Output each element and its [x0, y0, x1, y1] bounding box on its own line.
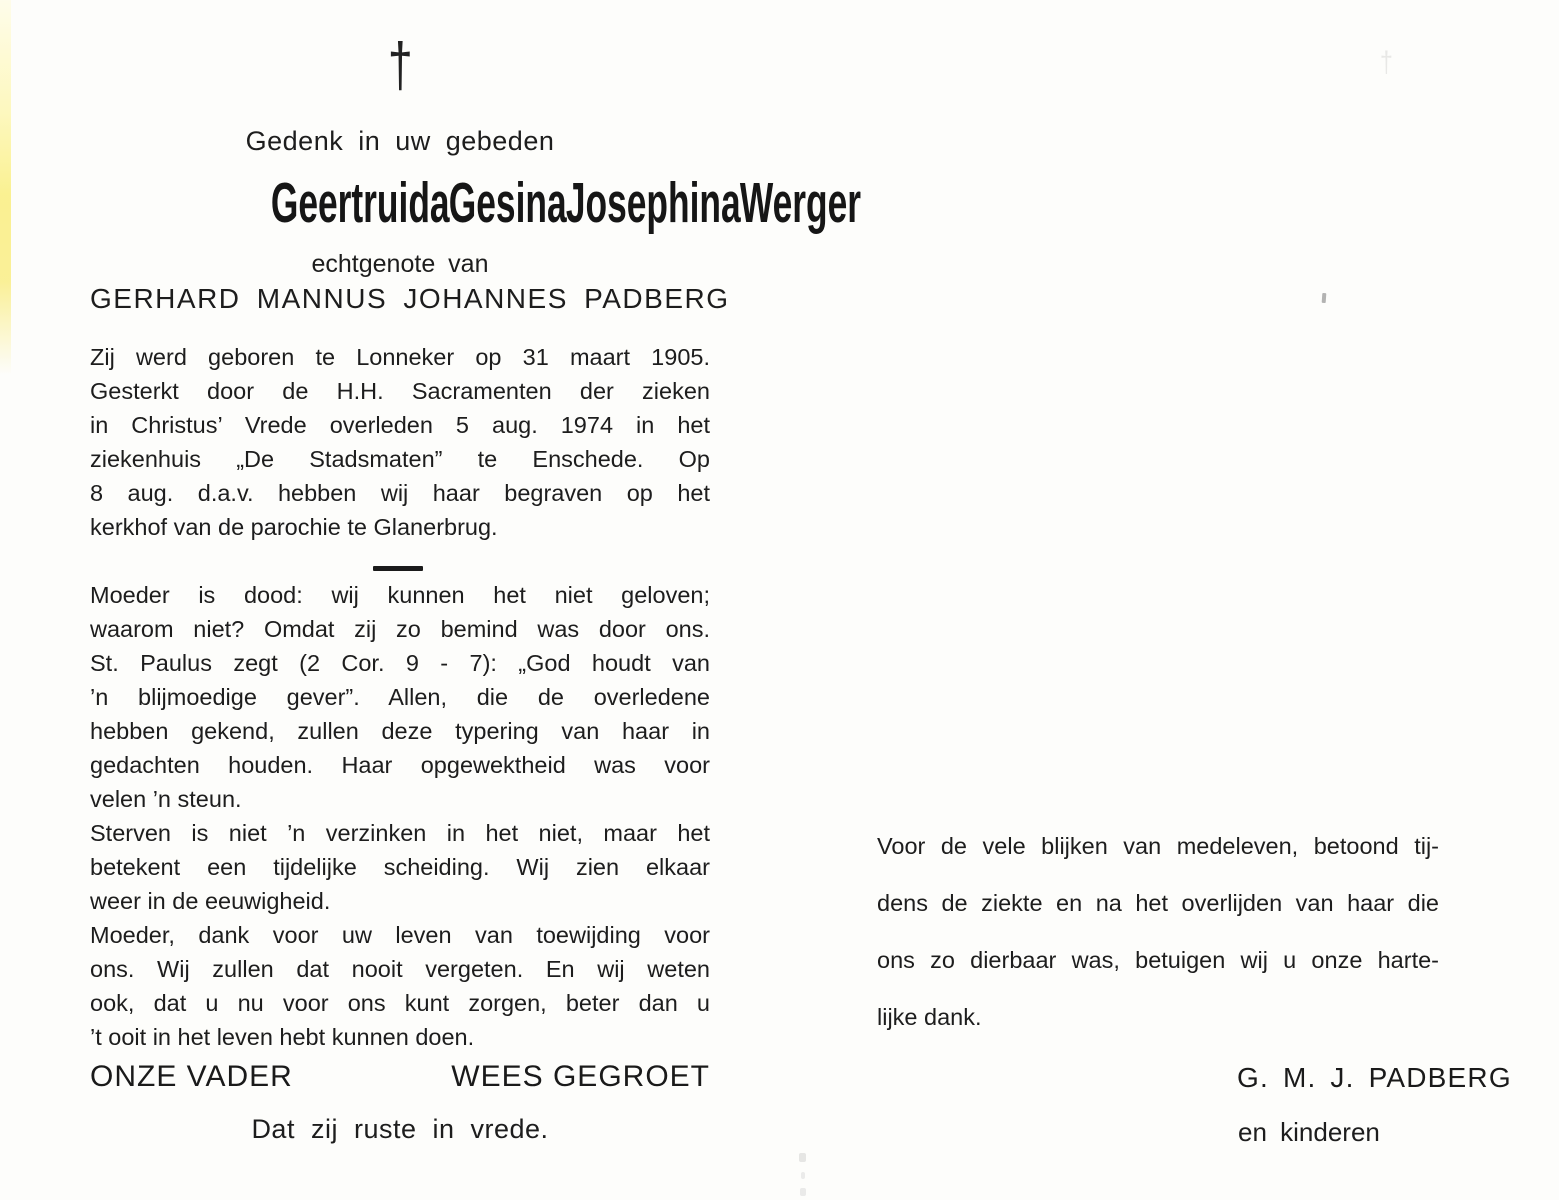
text-line: ziekenhuis „De Stadsmaten” te Enschede. Op	[90, 446, 710, 472]
biography-paragraph	[90, 340, 710, 544]
text-line: Gesterkt door de H.H. Sacramenten der zieken	[90, 378, 710, 404]
text-line: St. Paulus zegt (2 Cor. 9 - 7): „God houdt van	[90, 650, 710, 676]
text-line: Sterven is niet ’n verzinken in het niet, maar het	[90, 820, 710, 846]
scan-speck	[799, 1153, 806, 1162]
text-line: Voor de vele blijken van medeleven, betoond tij-	[877, 833, 1439, 859]
deceased-name-text: Geertruida Gesina Josephina Werger	[270, 171, 861, 235]
left-page	[90, 0, 861, 1200]
text-line: kerkhof van de parochie te Glanerbrug.	[90, 514, 498, 540]
text-line: velen ’n steun.	[90, 786, 242, 812]
memorial-paragraph	[90, 578, 710, 816]
cross-icon	[90, 30, 710, 101]
thanks-paragraph	[877, 818, 1439, 1046]
text-line: ook, dat u nu voor ons kunt zorgen, beter dan u	[90, 990, 710, 1016]
text-line: ’n blijmoedige gever”. Allen, die de overledene	[90, 684, 710, 710]
left-edge-color-strip	[0, 0, 11, 375]
text-line: Zij werd geboren te Lonneker op 31 maart 1905.	[90, 344, 710, 370]
text-line: Moeder, dank voor uw leven van toewijding voor	[90, 922, 710, 948]
text-line: waarom niet? Omdat zij zo bemind was door ons.	[90, 616, 710, 642]
prayer-onze-vader: ONZE VADER	[90, 1060, 293, 1093]
relation-text: echtgenote van	[311, 250, 489, 278]
closing-text: Dat zij ruste in vrede.	[251, 1114, 549, 1144]
signature-name: G. M. J. PADBERG	[1237, 1062, 1512, 1093]
text-line: 8 aug. d.a.v. hebben wij haar begraven op het	[90, 480, 710, 506]
text-line: hebben gekend, zullen deze typering van haar in	[90, 718, 710, 744]
text-line: betekent een tijdelijke scheiding. Wij zien elkaar	[90, 854, 710, 880]
deceased-name	[90, 170, 861, 236]
text-line: in Christus’ Vrede overleden 5 aug. 1974 in het	[90, 412, 710, 438]
memorial-paragraph	[90, 918, 710, 1054]
text-line: ons. Wij zullen dat nooit vergeten. En wij weten	[90, 956, 710, 982]
text-line: gedachten houden. Haar opgewektheid was voor	[90, 752, 710, 778]
text-line: ons zo dierbaar was, betuigen wij u onze harte-	[877, 947, 1439, 973]
memorial-text	[90, 578, 710, 1054]
ghost-cross-bleedthrough-icon: †	[1379, 46, 1393, 79]
paragraph-divider	[373, 566, 423, 571]
text-line: weer in de eeuwigheid.	[90, 888, 331, 914]
spouse-name: GERHARD MANNUS JOHANNES PADBERG	[90, 283, 730, 314]
invocation-text: Gedenk in uw gebeden	[245, 126, 555, 156]
right-page	[877, 0, 1512, 1200]
prayer-row	[90, 1060, 710, 1094]
memorial-paragraph	[90, 816, 710, 918]
scan-speck	[800, 1188, 806, 1196]
text-line: Moeder is dood: wij kunnen het niet geloven;	[90, 582, 710, 608]
prayer-wees-gegroet: WEES GEGROET	[451, 1060, 710, 1093]
signature-children: en kinderen	[1238, 1117, 1380, 1147]
text-line: lijke dank.	[877, 1004, 982, 1030]
scan-speck	[801, 1172, 805, 1179]
text-line: ’t ooit in het leven hebt kunnen doen.	[90, 1024, 475, 1050]
cross-glyph: †	[387, 31, 413, 100]
text-line: dens de ziekte en na het overlijden van haar die	[877, 890, 1439, 916]
